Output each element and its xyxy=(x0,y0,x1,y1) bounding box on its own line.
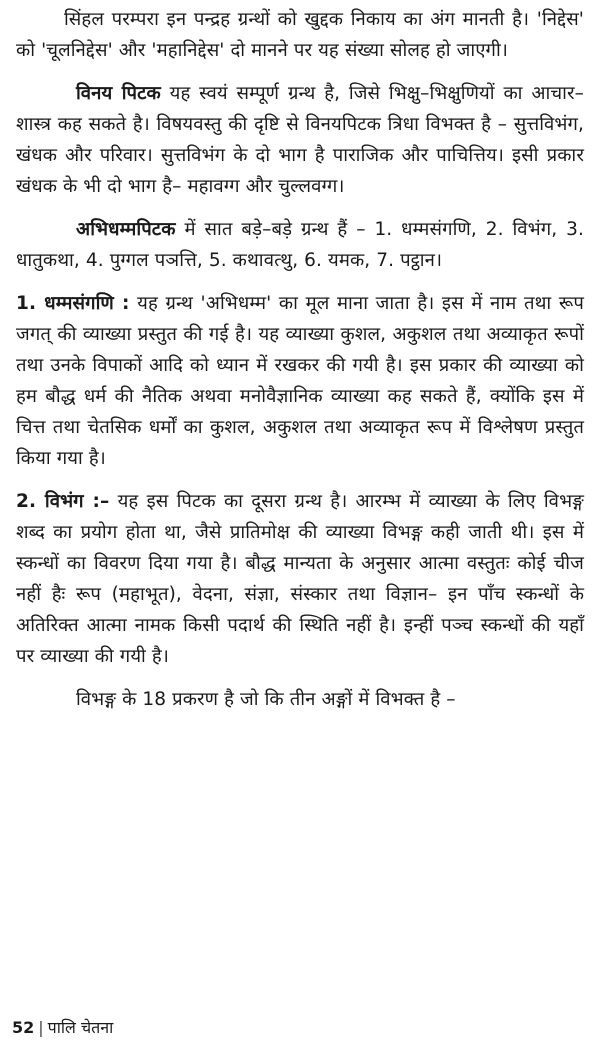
paragraph-vibhanga-prakarana xyxy=(16,684,584,715)
page-body xyxy=(16,4,584,727)
paragraph-heading: 2. विभंग :– xyxy=(16,491,110,512)
footer-separator: | xyxy=(38,1018,44,1037)
paragraph-abhidhamma-pitaka xyxy=(16,214,584,276)
paragraph-text: यह स्वयं सम्पूर्ण ग्रन्थ है, जिसे भिक्षु–भिक्षुणियों का आचार–शास्त्र कह सकते है। विषयवस्तु की दृष्टि से विनयपिटक त्रिधा विभक्त है – सुत्तविभंग, खंधक और परिवार। सुत्तविभंग के दो भाग है पाराजिक और पाचित्तिय। इसी प्रकार खंधक के भी दो भाग है– महावग्ग और चुल्लवग्ग। xyxy=(16,83,584,197)
page-number: 52 xyxy=(12,1018,35,1037)
paragraph-heading: अभिधम्मपिटक xyxy=(76,219,176,240)
paragraph-text: यह इस पिटक का दूसरा ग्रन्थ है। आरम्भ में व्याख्या के लिए विभङ्ग शब्द का प्रयोग होता था, जैसे प्रातिमोक्ष की व्याख्या विभङ्ग कही जाती थी। इस में स्कन्धों का विवरण दिया गया है। बौद्ध मान्यता के अनुसार आत्मा वस्तुतः कोई चीज नहीं हैः रूप (महाभूत), वेदना, संज्ञा, संस्कार तथा विज्ञान– इन पाँच स्कन्धों के अतिरिक्त आत्मा नामक किसी पदार्थ की स्थिति नहीं है। इन्हीं पञ्च स्कन्धों की यहाँ पर व्याख्या की गयी है। xyxy=(16,491,584,667)
paragraph-text: सिंहल परम्परा इन पन्द्रह ग्रन्थों को खुद्दक निकाय का अंग मानती है। 'निद्देस' को 'चूलनिद्देस' और 'महानिद्देस' दो मानने पर यह संख्या सोलह हो जाएगी। xyxy=(16,9,584,61)
book-title: पालि चेतना xyxy=(47,1018,114,1037)
paragraph-vibhanga xyxy=(16,486,584,672)
paragraph-text: यह ग्रन्थ 'अभिधम्म' का मूल माना जाता है। इस में नाम तथा रूप जगत् की व्याख्या प्रस्तुत की गई है। यह व्याख्या कुशल, अकुशल तथा अव्याकृत रूपों तथा उनके विपाकों आदि को ध्यान में रखकर की गयी है। इस प्रकार की व्याख्या को हम बौद्ध धर्म की नैतिक अथवा मनोवैज्ञानिक व्याख्या कह सकते हैं, क्योंकि इस में चित्त तथा चेतसिक धर्मों का कुशल, अकुशल तथा अव्याकृत रूप में विश्लेषण प्रस्तुत किया गया है। xyxy=(16,293,584,469)
page-footer xyxy=(12,1018,113,1038)
paragraph-text: विभङ्ग के 18 प्रकरण है जो कि तीन अङ्गों में विभक्त है – xyxy=(76,689,456,710)
paragraph-vinaya-pitaka xyxy=(16,78,584,202)
paragraph-text: में सात बड़े–बड़े ग्रन्थ हैं – 1. धम्मसंगणि, 2. विभंग, 3. धातुकथा, 4. पुग्गल पञत्ति, 5. कथावत्थु, 6. यमक, 7. पट्ठान। xyxy=(16,219,584,271)
paragraph-dhammasangani xyxy=(16,288,584,474)
paragraph-heading: 1. धम्मसंगणि : xyxy=(16,293,130,314)
paragraph-nikaya-intro xyxy=(16,4,584,66)
paragraph-heading: विनय पिटक xyxy=(76,83,161,104)
